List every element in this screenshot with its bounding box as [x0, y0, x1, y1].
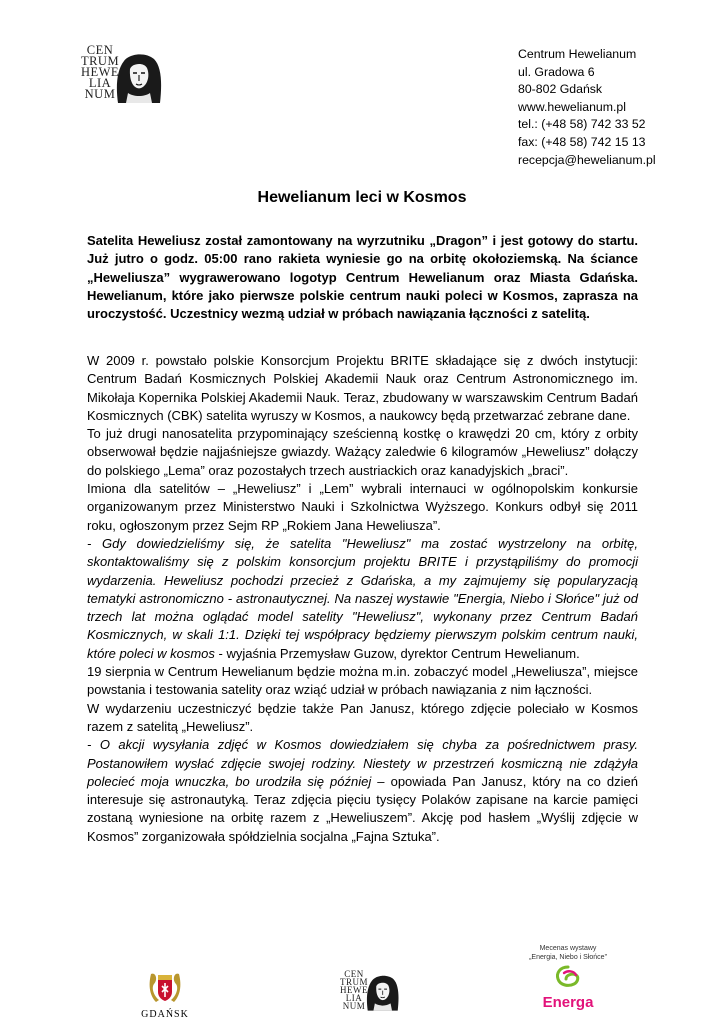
energa-logo: [508, 945, 628, 1011]
logo-line: HEWE: [340, 985, 368, 995]
quote-attribution: - wyjaśnia Przemysław Guzow, dyrektor Centrum Hewelianum.: [214, 645, 580, 661]
patron-line: „Energia, Niebo i Słońce”: [529, 953, 607, 961]
hewelianum-logo-small: [332, 970, 412, 1020]
contact-fax: fax: (+48 58) 742 15 13: [518, 134, 646, 149]
contact-block: [518, 46, 656, 169]
paragraph: 19 sierpnia w Centrum Hewelianum będzie można m.in. zobaczyć model „Heweliusza”, miejsce powstania i testowania satelity oraz wziąć udział w próbach nawiązania z nim łączności.: [87, 664, 638, 698]
paragraph: Imiona dla satelitów – „Heweliusz” i „Lem” wybrali internauci w ogólnopolskim konkursie organizowanym przez Ministerstwo Nauki i Szkolnictwa Wyższego. Konkurs odbył się 2011 roku, ogłoszonym przez Sejm RP „Rokiem Jana Heweliusza”.: [87, 481, 638, 533]
contact-city: 80-802 Gdańsk: [518, 82, 603, 97]
paragraph: W 2009 r. powstało polskie Konsorcjum Projektu BRITE składające się z dwóch instytucji: Centrum Badań Kosmicznych Polskiej Akademii Nauk oraz Centrum Astronomicznego im. Mikołaja Kopernika Polskiej Akademii Nauk. Teraz, zbudowany w warszawskim Centrum Badań Kosmicznych (CBK) satelita wyruszy w Kosmos, a naukowcy będą przetwarzać zebrane dane.: [87, 353, 638, 423]
lead-paragraph: Satelita Heweliusz został zamontowany na wyrzutniku „Dragon” i jest gotowy do startu. Już jutro o godz. 05:00 rano rakieta wyniesie go na orbitę okołoziemską. Na ściance „Heweliusza” wygrawerowano logotyp Centrum Hewelianum oraz Miasta Gdańska. Hewelianum, które jako pierwsze polskie centrum nauki poleci w Kosmos, zaprasza na uroczystość. Uczestnicy wezmą udział w próbach nawiązania łączności z satelitą.: [87, 233, 638, 322]
document-title: Hewelianum leci w Kosmos: [257, 189, 467, 206]
quote-text: - Gdy dowiedzieliśmy się, że satelita "Heweliusz" ma zostać wystrzelony na orbitę, skontaktowaliśmy się z polskim konsorcjum projektu BRITE i przystąpiliśmy do promocji wydarzenia. Heweliusz pochodzi przecież z Gdańska, a my zajmujemy się popularyzacją tematyki astronomiczno - astronautycznej. Na naszej wystawie "Energia, Niebo i Słońce" już od trzech lat można oglądać model satelity "Heweliusz", wykonany przez Centrum Badań Kosmicznych, w skali 1:1. Dzięki tej współpracy będziemy pierwszym polskim centrum nauki, które poleci w kosmos: [87, 535, 638, 661]
logo-line: LIA: [88, 76, 112, 90]
logo-line: CEN: [344, 969, 364, 979]
contact-street: ul. Gradowa 6: [518, 64, 595, 79]
body-text: [87, 352, 638, 846]
logo-line: TRUM: [80, 54, 120, 68]
logo-line: NUM: [84, 87, 116, 101]
contact-website-link[interactable]: www.hewelianum.pl: [518, 99, 626, 114]
hevelius-portrait-icon: [110, 49, 166, 105]
patron-caption: [508, 945, 628, 962]
logo-line: LIA: [345, 993, 363, 1003]
energa-swirl-icon: [554, 965, 582, 989]
quote-paragraph: [87, 736, 638, 846]
contact-email-link[interactable]: recepcja@hewelianum.pl: [518, 152, 656, 167]
contact-name: Centrum Hewelianum: [518, 47, 637, 61]
quote-paragraph: [87, 535, 638, 663]
patron-line: Mecenas wystawy: [539, 945, 597, 952]
gdansk-logo: [140, 970, 190, 1020]
energa-wordmark: Energa: [542, 994, 594, 1011]
paragraph: W wydarzeniu uczestniczyć będzie także Pan Janusz, którego zdjęcie poleciało w Kosmos razem z satelitą „Heweliusz”.: [87, 700, 638, 734]
logo-line: CEN: [86, 43, 114, 57]
footer-logos: [0, 940, 724, 1024]
hewelianum-logo: [70, 45, 170, 105]
gdansk-label: GDAŃSK: [141, 1009, 189, 1020]
hevelius-portrait-icon: [362, 972, 402, 1012]
quote-attribution: – opowiada Pan Janusz, który na co dzień interesuje się astronautyką. Teraz zdjęcia pięciu tysięcy Polaków zapisane na karcie pamięci zostaną wyniesione na orbitę razem z „Heweliuszem”. Akcję pod hasłem „Wyślij zdjęcie w Kosmos” zorganizowała spółdzielnia socjalna „Fajna Sztuka”.: [87, 773, 638, 844]
quote-text: - O akcji wysyłania zdjęć w Kosmos dowiedziałem się chyba za pośrednictwem prasy. Postanowiłem wysłać zdjęcie swojej rodziny. Niestety w przestrzeń kosmiczną nie zdążyła polecieć moja wnuczka, bo urodziła się później: [87, 737, 638, 789]
contact-phone: tel.: (+48 58) 742 33 52: [518, 117, 646, 132]
logo-line: NUM: [342, 1001, 366, 1011]
logo-line: TRUM: [339, 977, 368, 987]
paragraph: To już drugi nanosatelita przypominający sześcienną kostkę o krawędzi 20 cm, który z orbity obserwował będzie najjaśniejsze gwiazdy. Ważący zaledwie 6 kilogramów „Heweliusz” dołączy do polskiego „Lema” oraz pozostałych trzech austriackich oraz kanadyjskich „braci”.: [87, 426, 638, 478]
logo-line: HEWE: [80, 65, 120, 79]
gdansk-coat-of-arms-icon: [148, 970, 182, 1004]
